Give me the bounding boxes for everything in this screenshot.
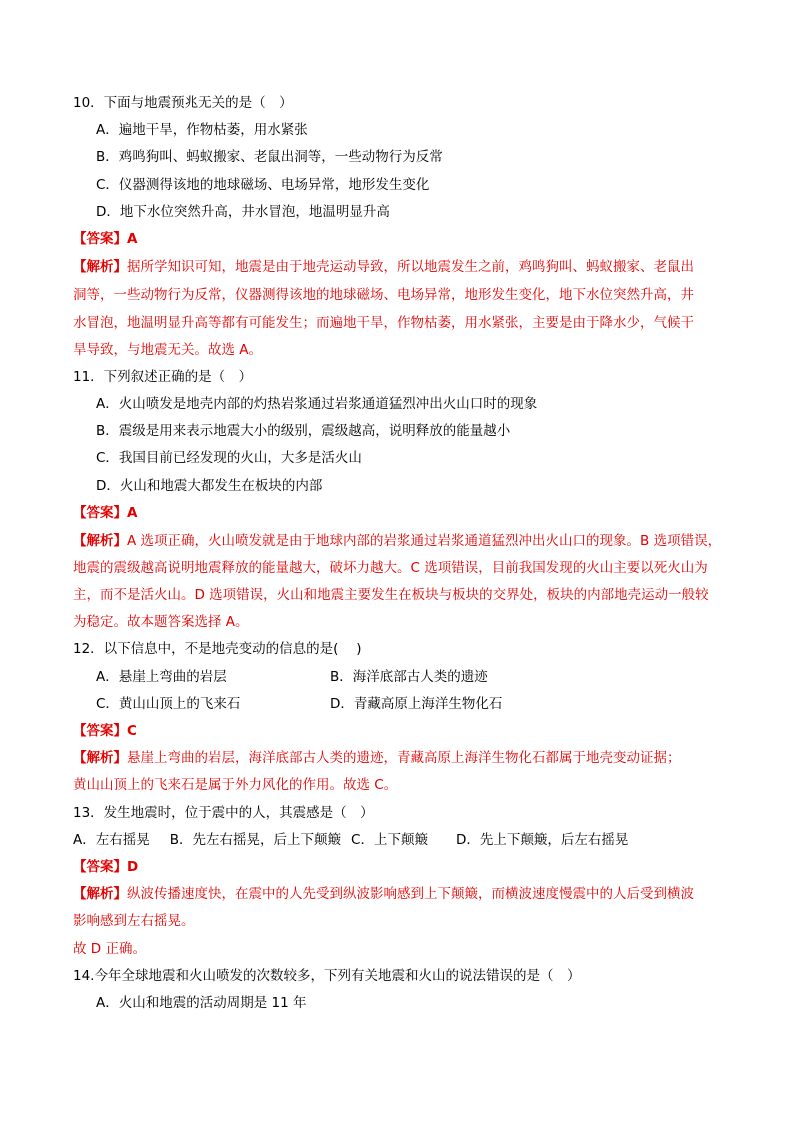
q10-stem: 10．下面与地震预兆无关的是（ ） [73, 95, 293, 111]
explain-tag: 【解析】 [73, 533, 127, 549]
q12-option-d: D．青藏高原上海洋生物化石 [330, 696, 503, 712]
explain-text: A 选项正确，火山喷发就是由于地球内部的岩浆通过岩浆通道猛烈冲出火山口的现象。B 选项错误， [127, 533, 722, 549]
q10-explain-line-1 [73, 257, 694, 277]
explain-text: 纵波传播速度快，在震中的人先受到纵波影响感到上下颠簸，而横波速度慢震中的人后受到横波 [127, 886, 694, 902]
answer-value: D [127, 859, 139, 875]
q10-option-c: C．仪器测得该地的地球磁场、电场异常，地形发生变化 [96, 177, 430, 193]
answer-tag: 【答案】 [73, 723, 127, 739]
q11-option-d: D．火山和地震大都发生在板块的内部 [96, 478, 323, 494]
answer-value: A [127, 231, 138, 247]
explain-tag: 【解析】 [73, 886, 127, 902]
answer-tag: 【答案】 [73, 231, 127, 247]
q12-option-b: B．海洋底部古人类的遗迹 [330, 669, 488, 685]
q13-option-b: B．先左右摇晃，后上下颠簸 [169, 832, 342, 848]
q11-explain-line-1 [73, 531, 721, 551]
answer-tag: 【答案】 [73, 505, 127, 521]
q11-explain-line-4: 为稳定。故本题答案选择 A。 [73, 614, 249, 630]
q11-option-b: B．震级是用来表示地震大小的级别，震级越高，说明释放的能量越小 [96, 423, 511, 439]
q13-explain-line-3: 故 D 正确。 [73, 941, 146, 957]
explain-text: 据所学知识可知，地震是由于地壳运动导致，所以地震发生之前，鸡鸣狗叫、蚂蚁搬家、老鼠出 [127, 259, 694, 275]
q10-explain-line-4: 旱导致，与地震无关。故选 A。 [73, 342, 263, 358]
q13-option-a: A．左右摇晃 [73, 832, 150, 848]
q10-answer-line [73, 229, 137, 249]
q10-explain-line-3: 水冒泡，地温明显升高等都有可能发生；而遍地干旱，作物枯萎，用水紧张，主要是由于降水少，气候干 [73, 315, 694, 331]
q12-explain-line-2: 黄山山顶上的飞来石是属于外力风化的作用。故选 C。 [73, 777, 398, 793]
q12-option-c: C．黄山山顶上的飞来石 [96, 696, 241, 712]
q12-answer-line [73, 721, 137, 741]
explain-text: 悬崖上弯曲的岩层，海洋底部古人类的遗迹，青藏高原上海洋生物化石都属于地壳变动证据； [127, 750, 681, 766]
q12-explain-line-1 [73, 748, 681, 768]
q13-options-row [73, 830, 628, 850]
q13-option-c: C．上下颠簸 [351, 832, 428, 848]
q13-answer-line [73, 857, 138, 877]
q11-stem: 11．下列叙述正确的是（ ） [73, 369, 253, 385]
q12-stem: 12．以下信息中，不是地壳变动的信息的是( ) [73, 641, 362, 657]
q11-option-a: A．火山喷发是地壳内部的灼热岩浆通过岩浆通道猛烈冲出火山口时的现象 [96, 396, 538, 412]
q13-option-d: D．先上下颠簸，后左右摇晃 [455, 832, 629, 848]
explain-tag: 【解析】 [73, 259, 127, 275]
q12-option-a: A．悬崖上弯曲的岩层 [96, 669, 227, 685]
q10-option-d: D．地下水位突然升高，井水冒泡，地温明显升高 [96, 204, 390, 220]
q10-option-a: A．遍地干旱，作物枯萎，用水紧张 [96, 122, 308, 138]
q14-option-a: A．火山和地震的活动周期是 11 年 [96, 995, 307, 1011]
answer-tag: 【答案】 [73, 859, 127, 875]
q11-explain-line-3: 主，而不是活火山。D 选项错误，火山和地震主要发生在板块与板块的交界处，板块的内部地壳运动一般较 [73, 587, 709, 603]
q14-stem: 14.今年全球地震和火山喷发的次数较多，下列有关地震和火山的说法错误的是（ ） [73, 968, 581, 984]
q13-stem: 13．发生地震时，位于震中的人，其震感是（ ） [73, 805, 374, 821]
answer-value: A [127, 505, 138, 521]
q10-option-b: B．鸡鸣狗叫、蚂蚁搬家、老鼠出洞等，一些动物行为反常 [96, 149, 443, 165]
q11-answer-line [73, 503, 137, 523]
q10-explain-line-2: 洞等，一些动物行为反常，仪器测得该地的地球磁场、电场异常，地形发生变化，地下水位突然升高，井 [73, 287, 694, 303]
q11-option-c: C．我国目前已经发现的火山，大多是活火山 [96, 450, 362, 466]
q11-explain-line-2: 地震的震级越高说明地震释放的能量越大，破坏力越大。C 选项错误，目前我国发现的火山主要以死火山为 [73, 560, 708, 576]
explain-tag: 【解析】 [73, 750, 127, 766]
answer-value: C [127, 723, 137, 739]
q13-explain-line-1 [73, 884, 694, 904]
q13-explain-line-2: 影响感到左右摇晃。 [73, 913, 195, 929]
